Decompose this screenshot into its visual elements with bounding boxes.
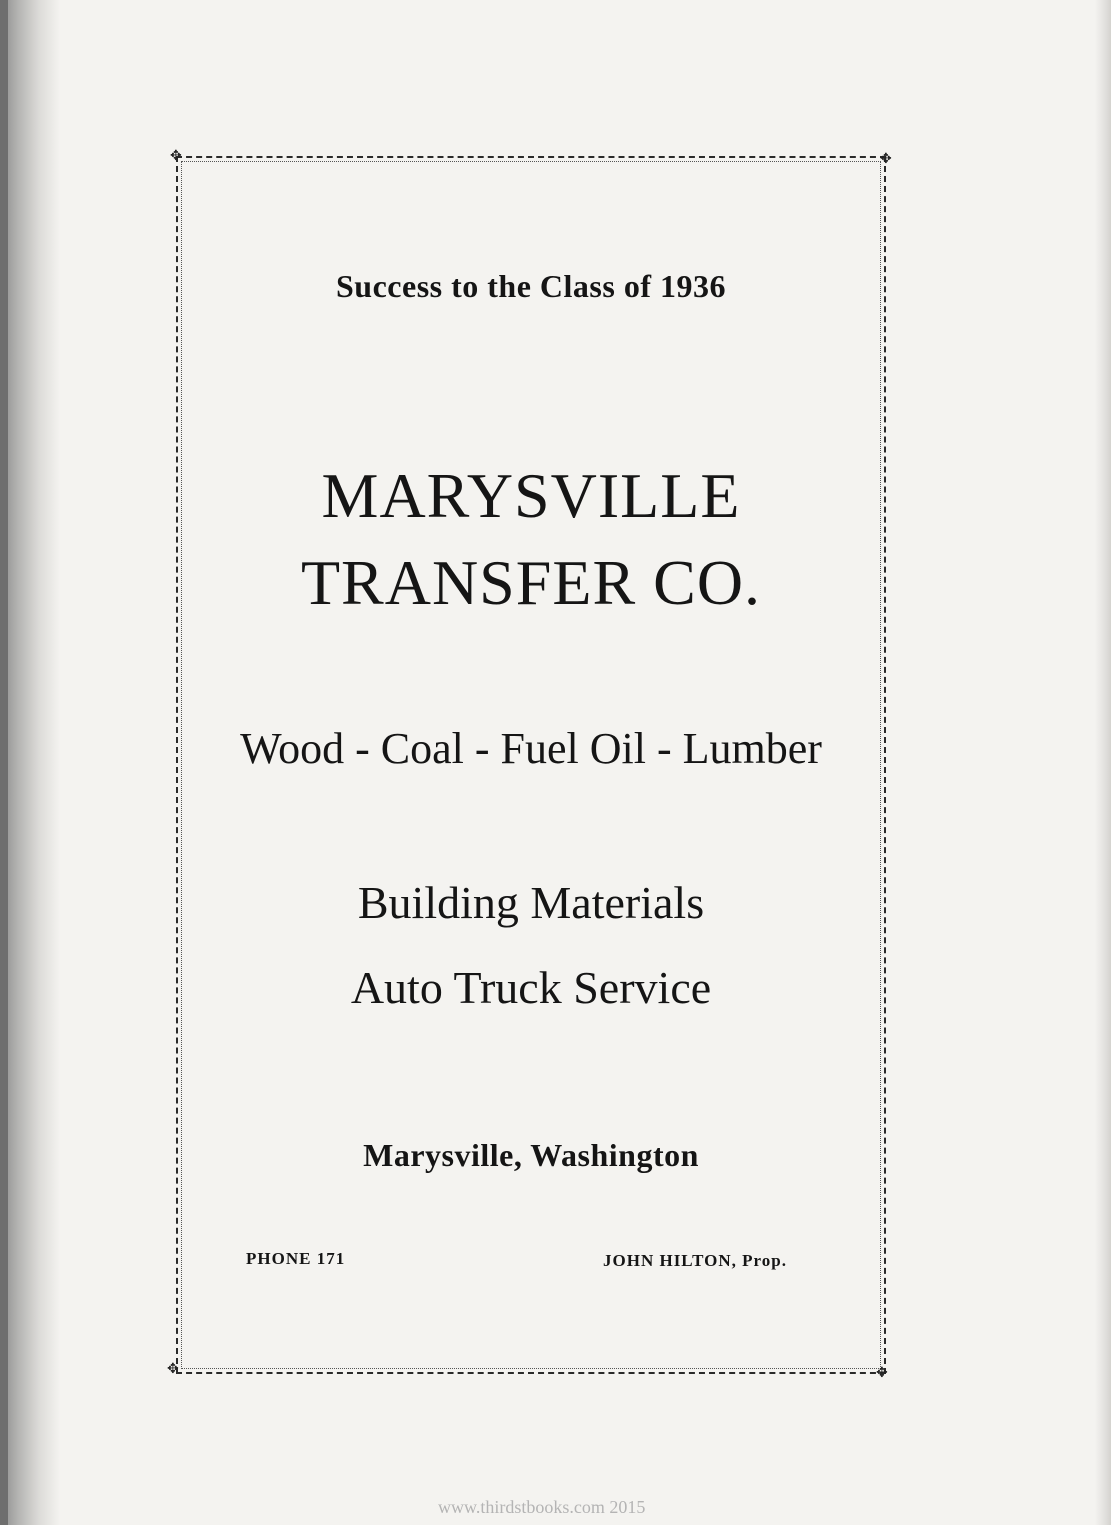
binding-edge (0, 0, 8, 1525)
headline: Success to the Class of 1936 (336, 268, 726, 304)
page-edge (1095, 0, 1111, 1525)
cross-ornament-icon: ✥ (876, 1365, 888, 1381)
service-line-2: Auto Truck Service (350, 962, 712, 1013)
products-line: Wood - Coal - Fuel Oil - Lumber (240, 724, 822, 773)
cross-ornament-icon: ✥ (167, 1361, 179, 1377)
watermark: www.thirdstbooks.com 2015 (438, 1497, 646, 1517)
company-name-line-2: TRANSFER CO. (300, 547, 762, 618)
phone-number: PHONE 171 (246, 1249, 346, 1268)
service-line-1: Building Materials (357, 877, 705, 928)
cross-ornament-icon: ✥ (170, 148, 182, 164)
city-line: Marysville, Washington (363, 1137, 699, 1173)
company-name-line-1: MARYSVILLE (321, 460, 741, 531)
binding-shadow (0, 0, 60, 1525)
cross-ornament-icon: ✥ (880, 151, 892, 167)
proprietor-name: JOHN HILTON, Prop. (603, 1251, 787, 1270)
